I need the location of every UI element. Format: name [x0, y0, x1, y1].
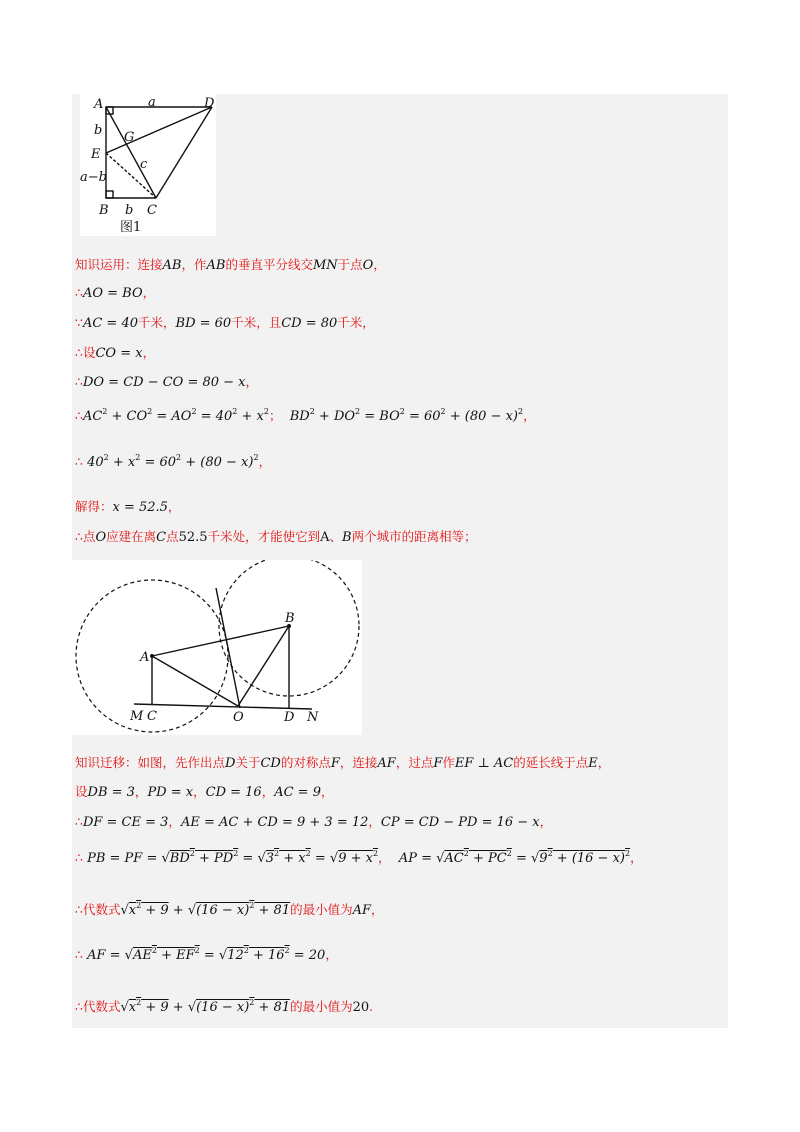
fig1-label-B: B: [99, 203, 109, 218]
line-let-co: ∴设CO = x，: [75, 345, 156, 361]
line-min-value-20: ∴代数式$√x^2 + 9 + √(16 - x)^2 + 81$的最小值为20.: [75, 998, 374, 1015]
fig2-label-N: N: [307, 710, 319, 725]
fig2-label-B: B: [285, 611, 295, 626]
line-solve: 解得：x = 52.5，: [75, 499, 181, 515]
fig2-label-O: O: [233, 710, 244, 725]
line-let-values: 设DB = 3，PD = x，CD = 16，AC = 9，: [75, 784, 334, 800]
fig1-label-D: D: [204, 96, 215, 111]
line-pb-ap: ∴ PB = PF = $√BD^2 + PD^2 = √3^2 + x^2 = √9 + x^2$， AP = $√AC^2 + PC^2 = √9^2 + (16 - x)^2$，: [75, 849, 643, 866]
line-knowledge-transfer: 知识迁移：如图，先作出点D关于CD的对称点F，连接AF，过点F作EF ⊥ AC的延长线于点E，: [75, 755, 611, 771]
fig1-label-a: a: [148, 95, 156, 110]
fig2-label-C: C: [147, 709, 157, 724]
figure-2: [72, 560, 362, 735]
line-df-ce: ∴DF = CE = 3，AE = AC + CD = 9 + 3 = 12，CP = CD − PD = 16 − x，: [75, 814, 553, 830]
line-af-value: ∴ AF = $√AE^2 + EF^2 = √12^2 + 16^2 = 20$，: [75, 946, 338, 963]
fig1-label-A: A: [94, 97, 104, 112]
line-min-value-af: ∴代数式$√x^2 + 9 + √(16 - x)^2 + 81$的最小值为AF，: [75, 901, 384, 918]
figure-1: [80, 94, 216, 236]
line-do: ∴DO = CD − CO = 80 − x，: [75, 374, 259, 390]
line-ao-bo: ∴AO = BO，: [75, 285, 156, 301]
fig1-label-C: C: [147, 203, 157, 218]
line-given-distances: ∵AC = 40千米，BD = 60千米，且CD = 80千米，: [75, 315, 375, 331]
fig1-label-b-left: b: [94, 123, 103, 138]
line-pythagoras: $\therefore AC^2 + CO^2 = AO^2 = 40^2 + x^2$； $BD^2 + DO^2 = BO^2 = 60^2 + (80 - x)^2$，: [75, 407, 536, 424]
fig2-label-A: A: [140, 650, 150, 665]
fig1-caption: 图1: [120, 220, 142, 235]
line-knowledge-use: 知识运用：连接AB，作AB的垂直平分线交MN于点O，: [75, 257, 386, 273]
line-equation: ∴ $40^2 + x^2 = 60^2 + (80 - x)^2$，: [75, 453, 272, 470]
line-conclusion-1: ∴点O应建在离C点52.5千米处，才能使它到A、B两个城市的距离相等；: [75, 529, 477, 545]
fig1-label-b-bottom: b: [125, 203, 134, 218]
fig1-label-G: G: [124, 130, 135, 145]
figure-2-diagram: [72, 560, 362, 735]
fig2-label-M: M: [130, 709, 144, 724]
fig1-label-a-minus-b: a−b: [80, 170, 107, 185]
fig1-label-E: E: [91, 147, 101, 162]
fig2-label-D: D: [284, 710, 295, 725]
fig1-label-c: c: [140, 157, 148, 172]
figure-1-diagram: [80, 94, 216, 236]
